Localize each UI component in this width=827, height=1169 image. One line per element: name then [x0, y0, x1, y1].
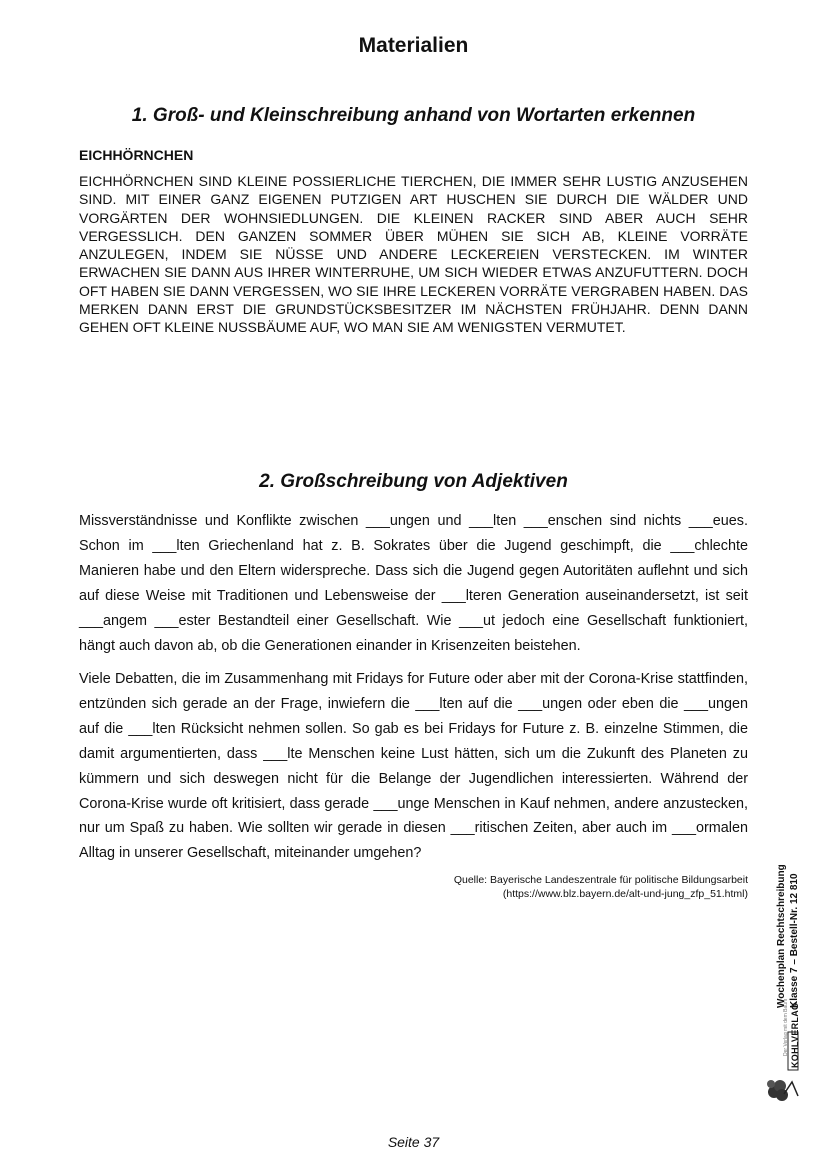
page-title: Materialien	[358, 34, 469, 57]
side-product-title: Wochenplan Rechtschreibung	[776, 864, 787, 1008]
side-order-number: Klasse 7 – Bestell-Nr. 12 810	[789, 873, 800, 1008]
source-line-1: Quelle: Bayerische Landeszentrale für politische Bildungsarbeit	[453, 874, 748, 886]
tree-logo-icon	[764, 1016, 804, 1102]
exercise-paragraph-1: Missverständnisse und Konflikte zwischen ___ungen und ___lten ___enschen sind nichts ___eues. Schon im ___lten Griechenland hat z. B. Sokrates über die Jugend geschimpft, die ___chlechte Manieren habe und den Eltern widerspreche. Dass sich die Jugend gegen Autoritäten auflehnt und sich auf diese Weise mit Traditionen und Lebensweise der ___lteren Generation auseinandersetzt, ist seit ___angem ___ester Bestandteil einer Gesellschaft. Wie ___ut jedoch eine Gesellschaft funktioniert, hängt auch davon ab, ob die Generationen einander in Krisenzeiten beistehen.	[79, 513, 748, 654]
section-heading-1: 1. Groß- und Kleinschreibung anhand von Wortarten erkennen	[131, 105, 696, 126]
exercise-paragraph-2: Viele Debatten, die im Zusammenhang mit Fridays for Future oder aber mit der Corona-Krise stattfinden, entzünden sich gerade an der Frage, inwiefern die ___lten auf die ___ungen oder eben die ___ungen auf die ___lten Rücksicht nehmen sollen. So gab es bei Fridays for Future z. B. einzelne Stimmen, die damit argumentierten, dass ___lte Menschen keine Lust hätten, sich um die Zukunft des Planeten zu kümmern und sich deswegen nicht für die Belange der Jugendlichen interessierten. Während der Corona-Krise wurde oft kritisiert, dass gerade ___unge Menschen in Kauf nehmen, andere anzustecken, nur um Spaß zu haben. Wie sollten wir gerade in diesen ___ritischen Zeiten, aber auch im ___ormalen Alltag in unserer Gesellschaft, miteinander umgehen?	[79, 671, 748, 862]
source-citation	[454, 873, 748, 901]
section-heading-2: 2. Großschreibung von Adjektiven	[259, 471, 568, 492]
uppercase-story-text: EICHHÖRNCHEN SIND KLEINE POSSIERLICHE TIERCHEN, DIE IMMER SEHR LUSTIG ANZUSEHEN SIND. MIT EINER GANZ EIGENEN PUTZIGEN ART HUSCHEN SIE DURCH DIE WÄLDER UND VORGÄRTEN DER WOHNSIEDLUNGEN. DIE KLEINEN RACKER SIND ABER AUCH SEHR VERGESSLICH. DEN GANZEN SOMMER ÜBER MÜHEN SIE SICH AB, KLEINE VORRÄTE ANZULEGEN, INDEM SIE NÜSSE UND ANDERE LECKEREIEN VERSTECKEN. IM WINTER ERWACHEN SIE DANN AUS IHRER WINTERRUHE, UM SICH WIEDER ETWAS ANZUFUTTERN. DOCH OFT HABEN SIE DANN VERGESSEN, WO SIE IHRE LECKEREN VORRÄTE VERGRABEN HABEN. DAS MERKEN DANN ERST DIE GRUNDSTÜCKSBESITZER IM NÄCHSTEN FRÜHJAHR. DENN DANN GEHEN OFT KLEINE NUSSBÄUME AUF, WO MAN SIE AM WENIGSTEN VERMUTET.	[79, 173, 748, 336]
story-title: EICHHÖRNCHEN	[79, 147, 194, 163]
side-product-info	[775, 864, 801, 1008]
publisher-name: KOHLVERLAG	[790, 1002, 800, 1068]
publisher-tagline: Der Verlag mit dem Baum	[783, 998, 789, 1056]
page-number: Seite 37	[387, 1134, 440, 1150]
source-url: (https://www.blz.bayern.de/alt-und-jung_zfp_51.html)	[502, 888, 748, 900]
